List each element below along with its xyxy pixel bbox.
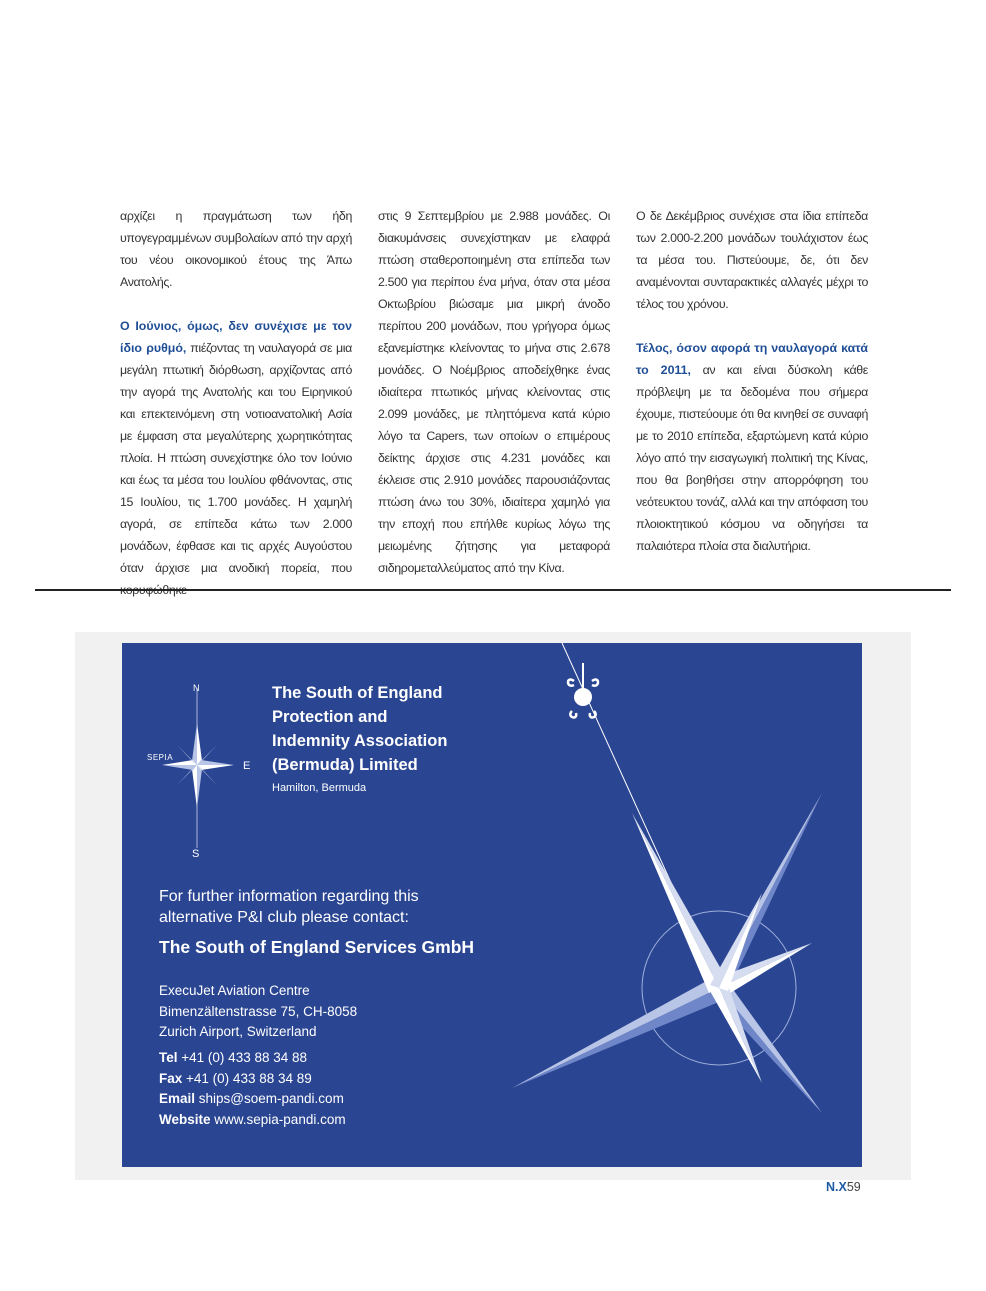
paragraph: Ο δε Δεκέμβριος συνέχισε στα ίδια επίπεδα των 2.000-2.200 μονάδων τουλάχιστον έως τα μέσα του. Πιστεύουμε, δε, ότι δεν αναμένονται συνταρακτικές αλλαγές μέχρι το τέλος του χρόνου. [636, 209, 868, 311]
contact-block [159, 1048, 346, 1130]
fax-line [159, 1069, 346, 1090]
email-line [159, 1089, 346, 1110]
association-line: Protection and [272, 708, 388, 726]
tel-number: +41 (0) 433 88 34 88 [181, 1050, 308, 1065]
compass-letter-s: S [192, 848, 200, 860]
paragraph-text: πιέζοντας τη ναυλαγορά σε μια μεγάλη πτωτική διόρθωση, αρχίζοντας από την αγορά της Ανατολής και του Ειρηνικού και επεκτεινόμενη στη νοτιοανατολική Ασία με έμφαση στα μεγαλύτερης χωρητικότητας πλοία. Η πτώση συνεχίστηκε όλο τον Ιούνιο και έως τα μέσα του Ιουλίου φθάνοντας, στις 15 Ιουλίου, τις 1.700 μονάδες. Η χαμηλή αγορά, σε επίπεδα κάτω των 2.000 μονάδων, έφθασε και τις αρχές Αυγούστου όταν άρχισε μια ανοδική πορεία, που [120, 341, 352, 575]
services-company-name: The South of England Services GmbH [159, 937, 475, 957]
address-block [159, 981, 357, 1043]
tel-label: Tel [159, 1050, 178, 1065]
further-info-text [159, 886, 419, 928]
paragraph [636, 337, 868, 557]
association-line: The South of England [272, 684, 443, 702]
association-name [272, 681, 447, 777]
article-column-2 [378, 205, 610, 579]
further-line: For further information regarding this [159, 888, 419, 905]
section-divider [35, 589, 951, 591]
magazine-brand: N.X [826, 1180, 847, 1194]
paragraph: στις 9 Σεπτεμβρίου με 2.988 μονάδες. Οι διακυμάνσεις συνεχίστηκαν με ελαφρά πτώση σταθεροποιημένη στα επίπεδα των 2.500 για περίπου ένα μήνα, όταν στα μέσα Οκτωβρίου βιώσαμε μια μικρή άνοδο περίπου 200 μονάδων, που γρήγορα όμως εξανεμίστηκε κλείνοντας το μήνα στις 2.678 μονάδες. Ο Νοέμβριος αποδείχθηκε ένας ιδιαίτερα πτωτικός μήνας κλείνοντας στις 2.099 μονάδες, με πληττόμενα κατά κύριο λόγο τα Capers, των οποίων ο επιμέρους δείκτης άρχισε στις 4.231 μονάδες και έκλεισε στις 2.910 μονάδες παρουσιάζοντας πτώση άνω του 30%, ιδιαίτερα χαμηλό για την εποχή που επήλθε κυρίως λόγω της μειωμένης ζήτησης για μεταφορά σιδηρομεταλλεύματος από την Κίνα. [378, 209, 610, 575]
email-label: Email [159, 1091, 196, 1106]
website-label: Website [159, 1111, 211, 1127]
article-column-1 [120, 205, 352, 601]
address-line: Bimenzältenstrasse 75, CH-8058 [159, 1003, 358, 1019]
paragraph: αρχίζει η πραγμάτωση των ήδη υπογεγραμμένων συμβολαίων από την αρχή του νέου οικονομικού έτους της Άπω Ανατολής. [120, 209, 352, 289]
compass-letter-n: N [193, 683, 200, 693]
page-number [826, 1180, 861, 1194]
compass-letter-e: E [243, 760, 251, 772]
website-url[interactable]: www.sepia-pandi.com [214, 1111, 346, 1127]
paragraph-text: αν και είναι δύσκολη κάθε πρόβλεψη με τα δεδομένα που σήμερα έχουμε, πιστεύουμε ότι θα κινηθεί σε συναφή με το 2010 επίπεδα, εξαρτώμενη κατά κύριο λόγο από την εισαγωγική πολιτική της Κίνας, που θα βοηθήσει στην απορρόφηση του νεότευκτου τονάζ, αλλά και την απόφαση του πλοιοκτητικού κόσμου να οδηγήσει τα παλαιότερα πλοία στα διαλυτήρια. [636, 363, 868, 553]
sepia-advertisement [122, 643, 862, 1167]
paragraph-highlight: Τέλος, όσον αφορά τη ναυλαγορά κατά το 2011, [636, 341, 868, 377]
email-address[interactable]: ships@soem-pandi.com [198, 1091, 344, 1106]
fax-label: Fax [159, 1070, 183, 1086]
page-number-value: 59 [846, 1180, 861, 1194]
further-line: alternative P&I club please contact: [159, 909, 409, 926]
association-line: Indemnity Association [272, 732, 448, 750]
sepia-logo-text: SEPIA [147, 753, 174, 762]
address-line: Zurich Airport, Switzerland [159, 1024, 317, 1039]
address-line: ExecuJet Aviation Centre [159, 983, 310, 998]
paragraph-highlight: Ο Ιούνιος, όμως, δεν συνέχισε με τον ίδιο ρυθμό, [120, 319, 352, 355]
article-column-3 [636, 205, 868, 557]
website-line [159, 1110, 346, 1131]
association-location: Hamilton, Bermuda [272, 782, 367, 794]
tel-line [159, 1048, 346, 1069]
paragraph [120, 315, 352, 601]
fax-number: +41 (0) 433 88 34 89 [186, 1070, 312, 1086]
association-line: (Bermuda) Limited [272, 756, 418, 774]
